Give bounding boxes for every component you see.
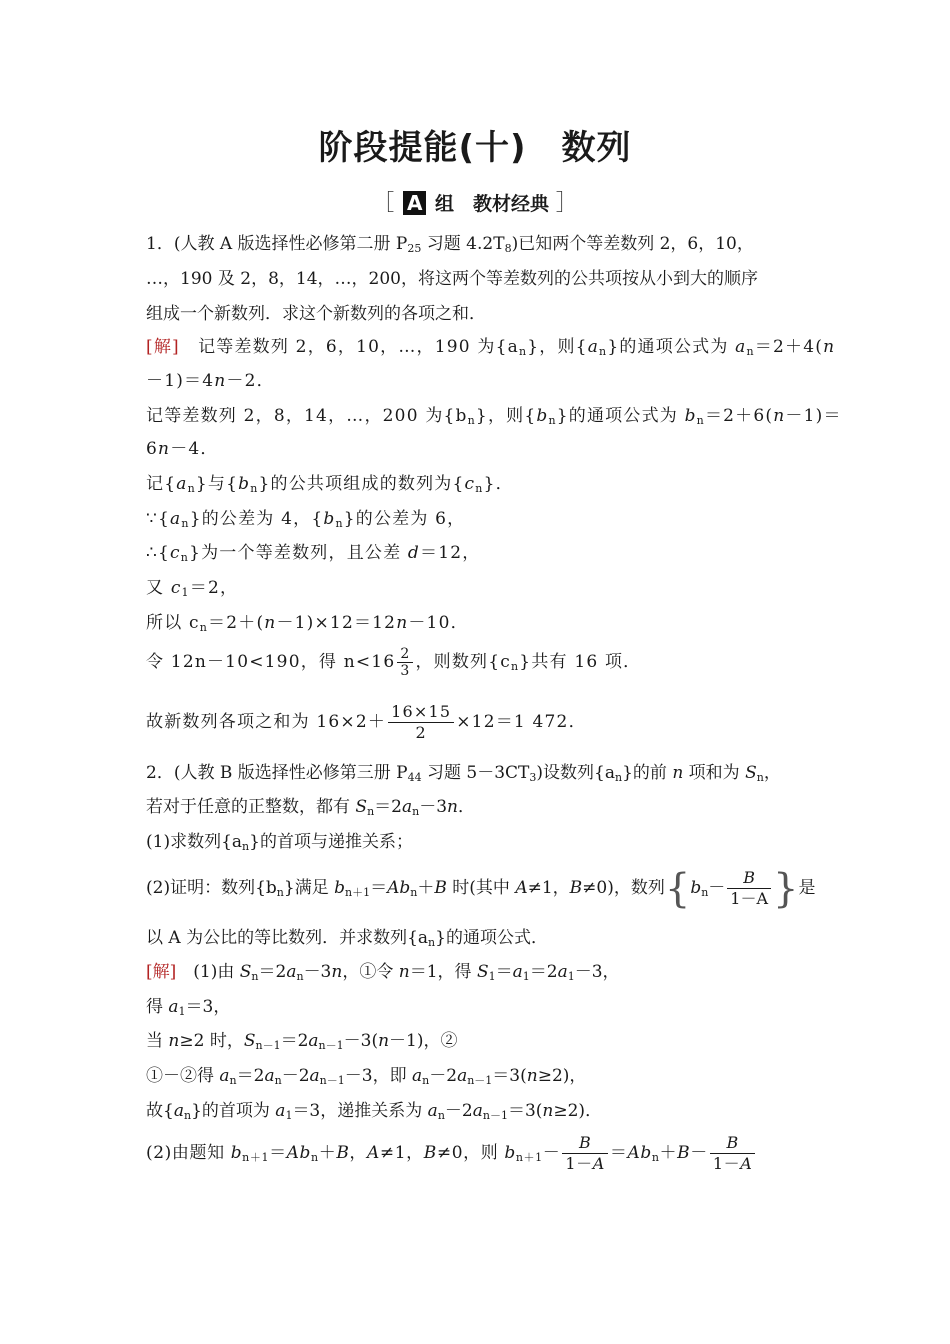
bracket-open: ［ bbox=[372, 191, 395, 216]
solution-2-line-4: ①－②得 $a_n=2a_n-2a_{n-1}-3$，即 $a_n-2a_{n-1}=3(n\ge 2)$， bbox=[146, 1066, 587, 1087]
problem-2-q2: (2)证明：数列$\{b_n\}$满足 $b_{n+1}=Ab_n+B$ 时(其中 A≠1，B≠0)，数列{$b_n-$ $\frac{B}{1-A}$ }是 bbox=[146, 865, 816, 912]
solution-2-line-5: 故$\{a_n\}$的首项为 $a_1=3$，递推关系为 $a_n-2a_{n-1}=3(n\ge 2)$． bbox=[146, 1101, 603, 1122]
group-letter-badge: A bbox=[403, 191, 426, 215]
solution-2-line-3: 当 n≥2 时，$S_{n-1}=2a_{n-1}-3(n-1)$，② bbox=[146, 1031, 458, 1052]
problem-2-q2-line-2: 以 A 为公比的等比数列．并求数列$\{a_n\}$的通项公式． bbox=[146, 928, 548, 949]
solution-tag: [解] bbox=[146, 337, 180, 357]
problem-2-q1: (1)求数列$\{a_n\}$的首项与递推关系； bbox=[146, 832, 413, 853]
solution-1-line-3: 记等差数列 2，8，14，…，200 为$\{b_n\}$，则$\{b_n\}$的通项公式为 $b_n=2+6(n-1)=$ bbox=[146, 406, 842, 427]
solution-1-line-6: $\because\{a_n\}$的公差为 4，$\{b_n\}$的公差为 6， bbox=[146, 509, 466, 530]
sum-fraction: $\frac{16\times 15}{2}$ bbox=[388, 702, 454, 743]
mixed-fraction: $\frac{2}{3}$ bbox=[397, 646, 413, 679]
solution-1-line-4: 6n－4． bbox=[146, 439, 219, 459]
section-header bbox=[0, 186, 950, 217]
solution-1-line-2: －1)＝4n－2． bbox=[146, 371, 275, 391]
b-over-1-minus-a-fraction: $\frac{B}{1-A}$ bbox=[727, 868, 771, 909]
fraction-right: $\frac{B}{1-A}$ bbox=[710, 1133, 756, 1174]
problem-1-line-3: 组成一个新数列．求这个新数列的各项之和． bbox=[146, 304, 486, 324]
solution-1-line-11: 故新数列各项之和为 16×2＋ $\frac{16\times 15}{2}$ ×12＝1 472． bbox=[146, 702, 587, 742]
solution-1-line-7: $\therefore\{c_n\}$为一个等差数列，且公差 d＝12， bbox=[146, 543, 481, 564]
problem-2-line-2: 若对于任意的正整数，都有 $S_n=2a_n-3n$． bbox=[146, 797, 475, 818]
bracket-close: ］ bbox=[555, 191, 578, 216]
solution-2-line-2: 得 $a_1=3$， bbox=[146, 997, 231, 1018]
fraction-left: $\frac{B}{1-A}$ bbox=[562, 1133, 608, 1174]
solution-2-line-1: [解] (1)由 $S_n=2a_n-3n$，①令 n＝1，得 $S_1=a_1=2a_1-3$， bbox=[146, 962, 620, 983]
problem-1-line-1: 1．(人教 A 版选择性必修第二册 $P_{25}$ 习题 $4.2T_8$)已知两个等差数列 2，6，10， bbox=[146, 234, 754, 255]
solution-1-line-9: 所以 $c_n=2+(n-1)\times 12=12n-10$． bbox=[146, 613, 469, 634]
solution-1-line-10: 令 12n－10<190，得 n<16 $\frac{2}{3}$ ，则数列$\{c_n\}$共有 16 项． bbox=[146, 646, 642, 679]
section-label: 组 教材经典 bbox=[435, 193, 550, 215]
solution-1-line-8: 又 $c_1=2$， bbox=[146, 578, 239, 599]
solution-1-line-1: [解] 记等差数列 2，6，10，…，190 为$\{a_n\}$，则$\{a_n\}$的通项公式为 $a_n=2+4(n$ bbox=[146, 337, 836, 358]
solution-tag: [解] bbox=[146, 962, 177, 982]
problem-1-line-2: …，190 及 2，8，14，…，200，将这两个等差数列的公共项按从小到大的顺序 bbox=[146, 269, 758, 289]
solution-2-line-6: (2)由题知 $b_{n+1}=Ab_n+B$，A≠1，B≠0，则 $b_{n+1}-$ $\frac{B}{1-A}$ $=Ab_n+B-$ $\frac{B}{1-A}$ bbox=[146, 1133, 806, 1174]
problem-2-line-1: 2．(人教 B 版选择性必修第三册 $P_{44}$ 习题 $5-3CT_3$)设数列$\{a_n\}$的前 n 项和为 $S_n$， bbox=[146, 763, 781, 784]
page-title: 阶段提能(十) 数列 bbox=[318, 128, 632, 168]
solution-1-line-5: 记$\{a_n\}$与$\{b_n\}$的公共项组成的数列为$\{c_n\}$． bbox=[146, 474, 514, 495]
